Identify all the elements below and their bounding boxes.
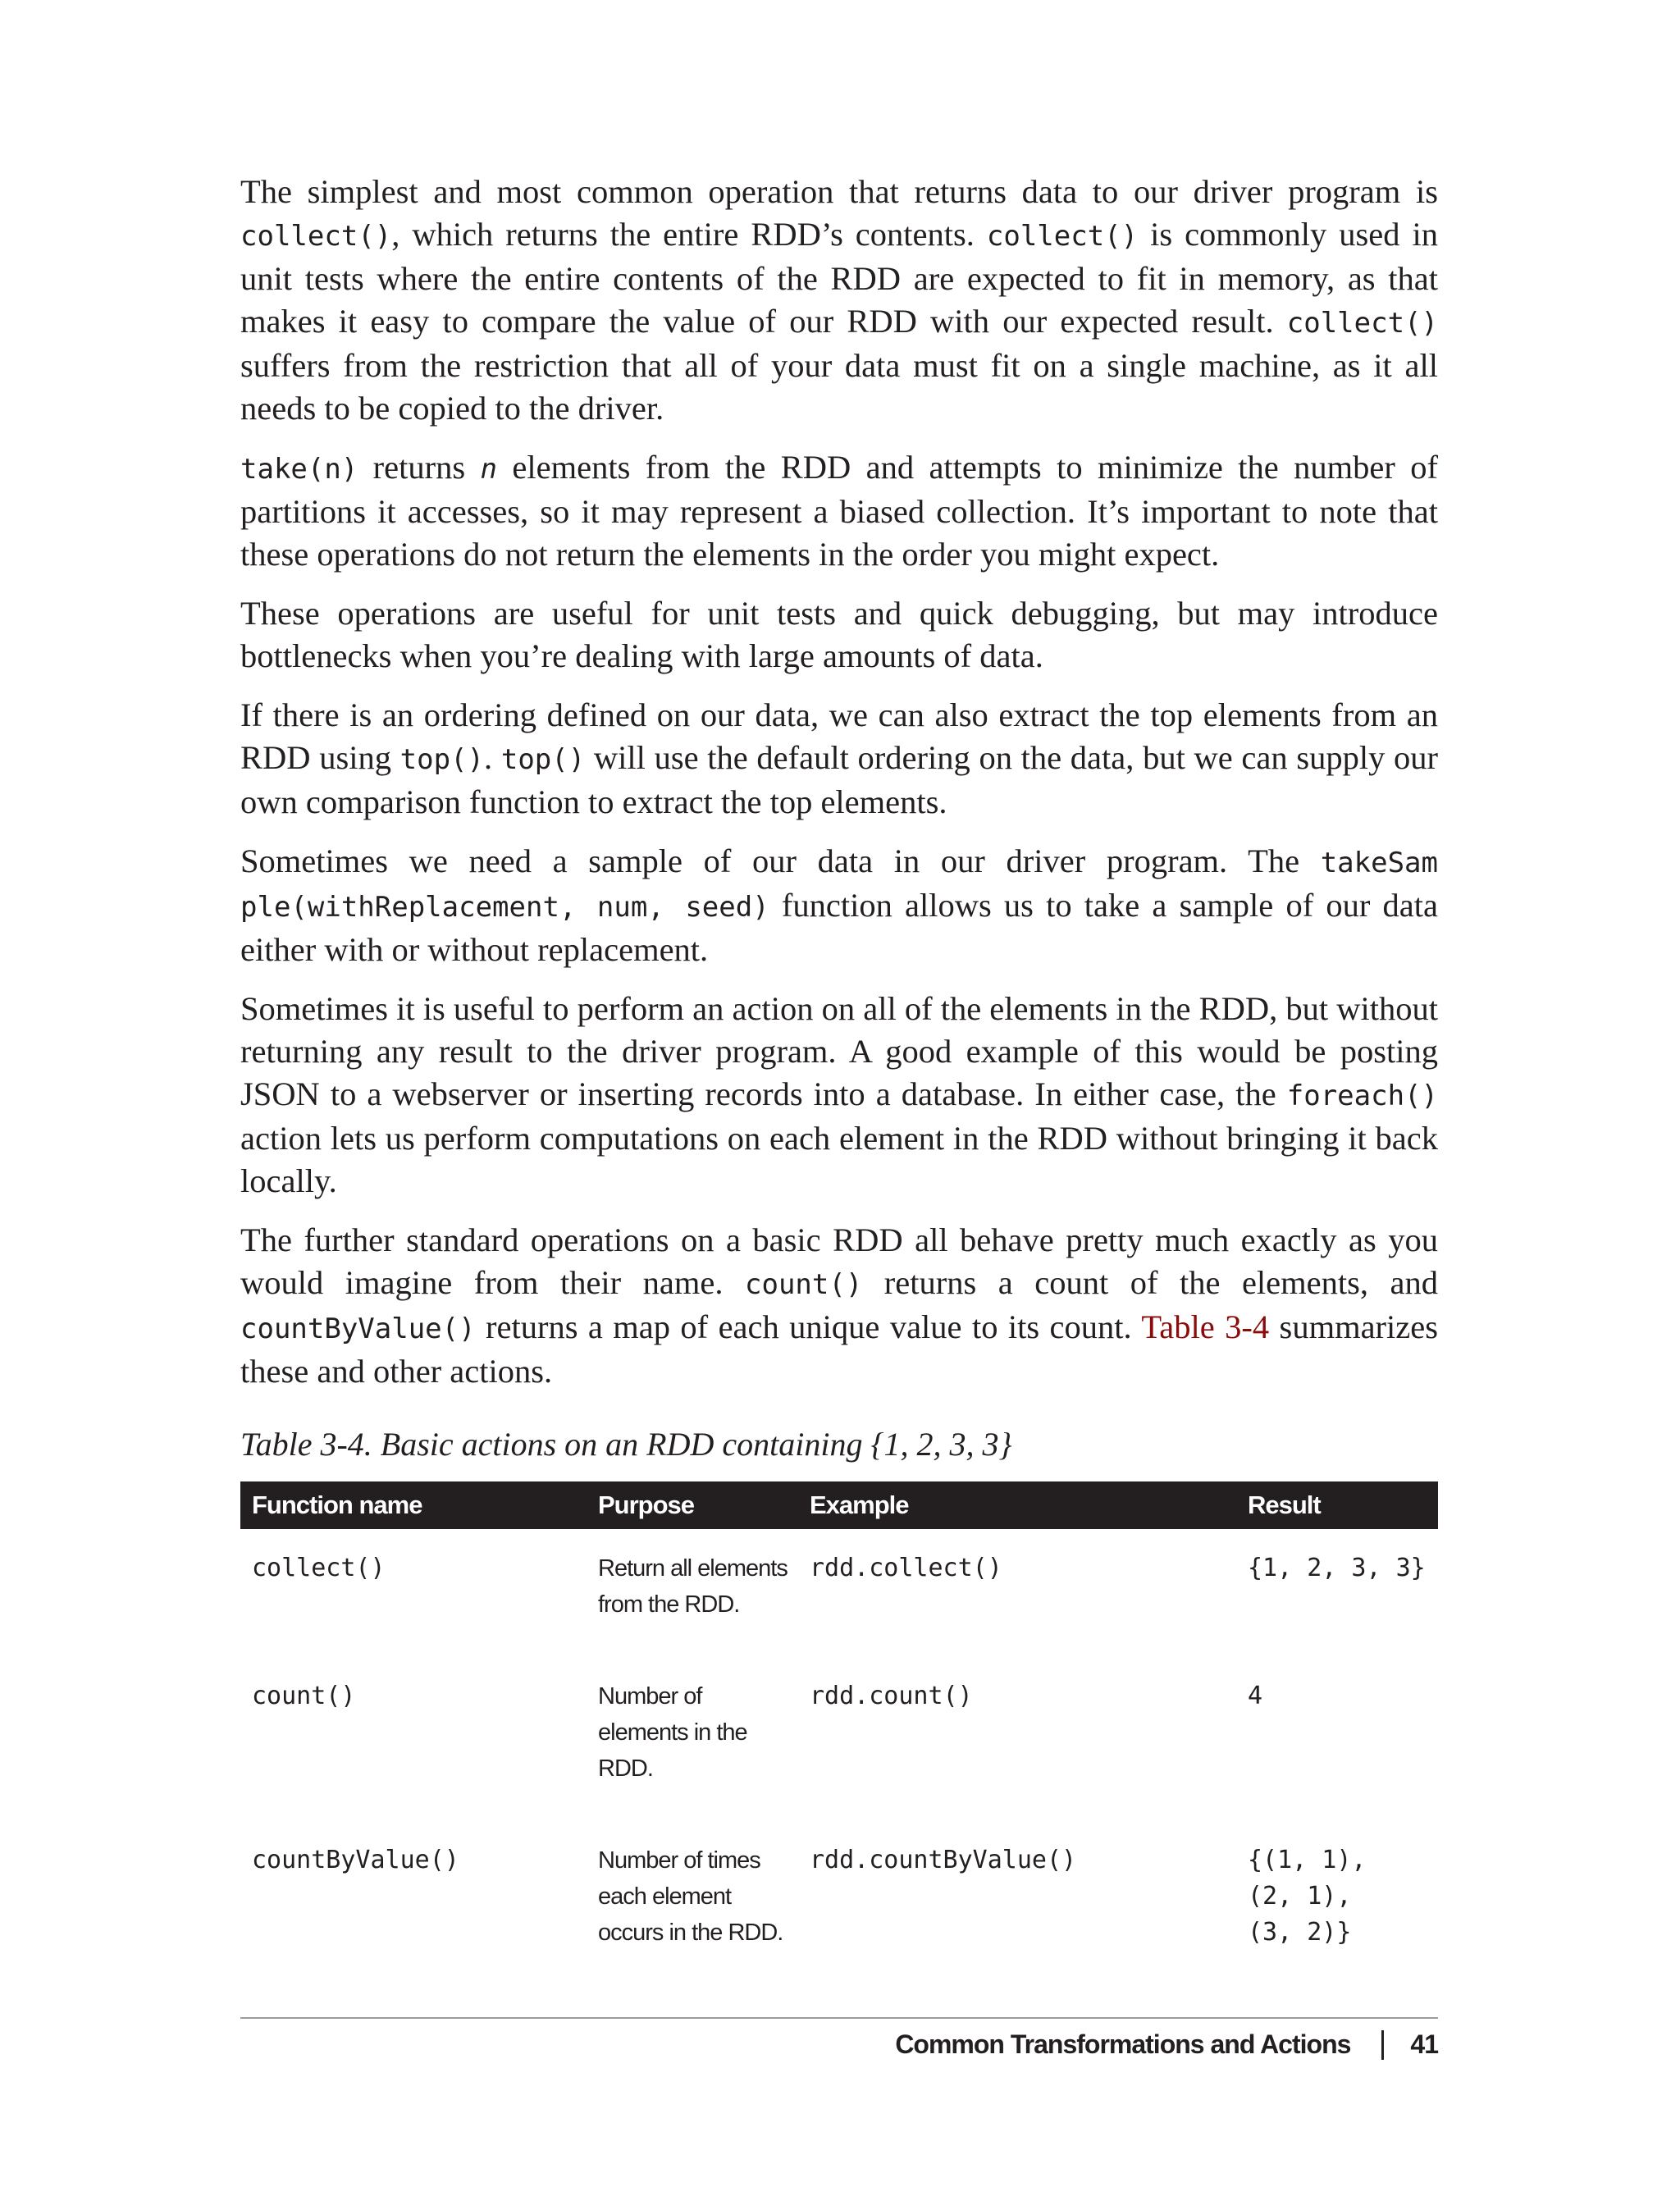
inline-code: foreach() bbox=[1286, 1080, 1438, 1112]
paragraph-top bbox=[240, 694, 1438, 824]
paragraph-foreach bbox=[240, 988, 1438, 1203]
inline-code-italic: n bbox=[480, 453, 498, 486]
inline-code: takeSam ple(withReplacement, num, seed) bbox=[240, 847, 1438, 924]
result-line: {1, 2, 3, 3} bbox=[1248, 1554, 1426, 1582]
text: is commonly used in unit tests where the entire contents of the RDD are expected to fit in memory, as that makes it easy to compare the value of our RDD with our expected result. bbox=[240, 216, 1438, 340]
footer-separator bbox=[1381, 2030, 1384, 2060]
text: returns bbox=[358, 449, 481, 486]
actions-table bbox=[240, 1481, 1438, 1985]
text: , which returns the entire RDD’s contents. bbox=[391, 216, 987, 253]
page-footer bbox=[895, 2029, 1438, 2060]
paragraph-count bbox=[240, 1219, 1438, 1393]
cell-purpose: Number of times each element occurs in the RDD. bbox=[598, 1847, 783, 1946]
table-cross-reference-link[interactable]: Table 3-4 bbox=[1141, 1308, 1270, 1345]
text: If there is an ordering defined on our data, we can also extract the top elements from an RDD using bbox=[240, 696, 1438, 776]
text: Sometimes it is useful to perform an action on all of the elements in the RDD, but without returning any result to the driver program. A good example of this would be posting JSON to a webserver or inserting records into a database. In either case, the bbox=[240, 990, 1438, 1112]
inline-code: countByValue() bbox=[240, 1312, 476, 1345]
text: These operations are useful for unit tests and quick debugging, but may introduce bottlenecks when you’re dealing with large amounts of data. bbox=[240, 595, 1438, 674]
text: function allows us to take a sample of our data either with or without replacement. bbox=[240, 887, 1438, 968]
cell-purpose: Return all elements from the RDD. bbox=[598, 1555, 788, 1618]
inline-code: count() bbox=[745, 1268, 863, 1301]
inline-code: top() bbox=[500, 743, 586, 776]
inline-code: take(n) bbox=[240, 453, 358, 486]
result-line: (3, 2)} bbox=[1248, 1918, 1352, 1947]
table-header-row bbox=[240, 1481, 1438, 1529]
text: will use the default ordering on the data, but we can supply our own comparison function to extract the top elements. bbox=[240, 739, 1439, 820]
cell-example: rdd.collect() bbox=[810, 1554, 1002, 1582]
page-content bbox=[240, 171, 1438, 1985]
running-footer-section-title: Common Transformations and Actions bbox=[895, 2029, 1351, 2059]
cell-purpose: Number of elements in the RDD. bbox=[598, 1683, 747, 1782]
result-line: {(1, 1), bbox=[1248, 1846, 1367, 1874]
column-header-result: Result bbox=[1236, 1481, 1438, 1529]
cell-result bbox=[1236, 1657, 1438, 1821]
table-row bbox=[240, 1529, 1438, 1657]
inline-code: top() bbox=[399, 743, 485, 776]
paragraph-take-sample bbox=[240, 840, 1438, 971]
inline-code: collect() bbox=[986, 220, 1139, 253]
cell-result bbox=[1236, 1529, 1438, 1657]
column-header-example: Example bbox=[798, 1481, 1236, 1529]
text: summarizes these and other actions. bbox=[240, 1308, 1439, 1390]
text: The further standard operations on a basic RDD all behave pretty much exactly as you would imagine from their name. bbox=[240, 1221, 1438, 1301]
cell-function: count() bbox=[252, 1682, 356, 1710]
cell-function: countByValue() bbox=[252, 1846, 459, 1874]
result-line: (2, 1), bbox=[1248, 1882, 1352, 1911]
text: action lets us perform computations on each element in the RDD without bringing it back locally. bbox=[240, 1120, 1438, 1199]
text: returns a count of the elements, and bbox=[862, 1264, 1438, 1301]
text: Sometimes we need a sample of our data in our driver program. The bbox=[240, 842, 1321, 879]
inline-code: collect() bbox=[1286, 307, 1438, 340]
page-number: 41 bbox=[1410, 2029, 1438, 2059]
paragraph-collect bbox=[240, 171, 1438, 430]
cell-result bbox=[1236, 1821, 1438, 1985]
text: suffers from the restriction that all of your data must fit on a single machine, as it all needs to be copied to the driver. bbox=[240, 347, 1438, 427]
cell-example: rdd.count() bbox=[810, 1682, 973, 1710]
text: returns a map of each unique value to its count. bbox=[475, 1308, 1142, 1345]
text: . bbox=[484, 739, 501, 776]
column-header-function-name: Function name bbox=[240, 1481, 587, 1529]
table-caption: Table 3-4. Basic actions on an RDD containing {1, 2, 3, 3} bbox=[240, 1426, 1012, 1463]
text: The simplest and most common operation that returns data to our driver program is bbox=[240, 173, 1438, 210]
paragraph-unit-tests bbox=[240, 592, 1438, 678]
column-header-purpose: Purpose bbox=[587, 1481, 798, 1529]
footer-divider bbox=[240, 2017, 1438, 2019]
table-row bbox=[240, 1657, 1438, 1821]
result-line: 4 bbox=[1248, 1682, 1263, 1710]
table-row bbox=[240, 1821, 1438, 1985]
cell-function: collect() bbox=[252, 1554, 386, 1582]
paragraph-take bbox=[240, 446, 1438, 576]
cell-example: rdd.countByValue() bbox=[810, 1846, 1077, 1874]
inline-code: collect() bbox=[240, 220, 392, 253]
text: elements from the RDD and attempts to minimize the number of partitions it accesses, so it may represent a biased collection. It’s important to note that these operations do not return the elements in the order you might expect. bbox=[240, 449, 1438, 573]
